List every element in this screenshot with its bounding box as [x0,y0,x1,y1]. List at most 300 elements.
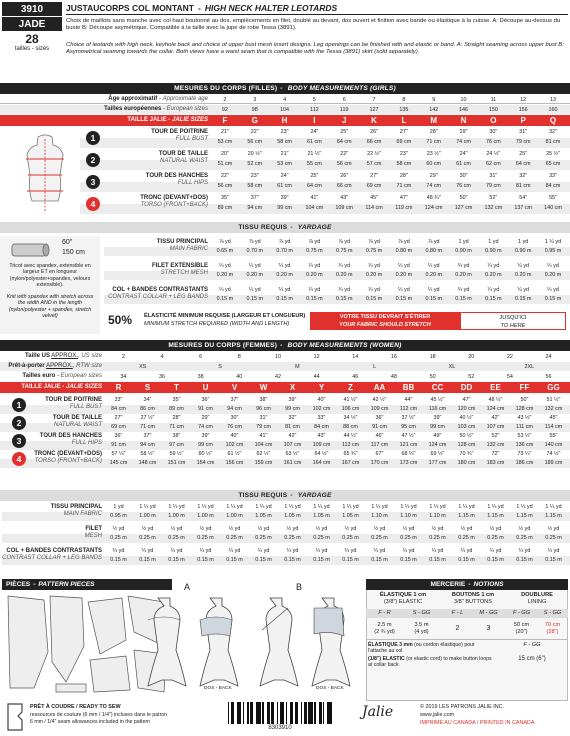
cell: 0.25 m [371,535,388,541]
cell: ¼ yd [457,263,470,269]
view-a-label: A [184,582,191,592]
cell: 0.15 m [284,557,301,563]
cell: 20 ½" [247,151,262,157]
cell: 0.15 m [485,296,502,302]
cell: 104 cm [305,205,324,211]
cell: 50 ½" [459,433,474,439]
cell: 40" [317,397,326,403]
cell: H [281,116,288,125]
cell: 106 cm [341,406,360,412]
cell: T [174,383,179,392]
cell: 55 cm [307,161,322,167]
cell: 58 cm [247,183,263,189]
cell: 0.90 m [485,248,502,254]
cell: 1.00 m [226,513,243,519]
measure-number-2: 2 [86,153,100,167]
cell: 70 ¾" [459,451,474,457]
notion-h5: F - GG [513,610,530,616]
cell: 29" [429,173,438,179]
cell: 0.15 m [139,557,156,563]
cell: 0.70 m [246,248,263,254]
cell: 1.10 m [371,513,388,519]
cell: 156 cm [225,460,244,466]
stretch-gauge-bar: VOTRE TISSU DEVRAIT S'ÉTIRER YOUR FABRIC SHOULD STRETCH [310,312,460,330]
cell: ¼ yd [427,287,440,293]
cell: 47" [462,397,471,403]
cell: 0.15 m [255,557,272,563]
cell: ½ yd [547,526,560,532]
cell: L [373,364,377,370]
cell: 103 cm [457,424,476,430]
cell: 0.20 m [365,272,383,278]
cell: 124 cm [428,442,447,448]
women-eu-label: Tailles euro - European sizes [22,373,102,379]
cell: 8 [237,354,241,360]
cell: 79 cm [486,183,501,189]
cell: 58 cm [396,161,412,167]
cell: Q [549,116,557,125]
cell: 35" [220,195,229,201]
cell: 84 cm [314,424,329,430]
cell: 45 ½" [430,397,445,403]
cell: 71 cm [396,183,412,189]
cell: 37" [230,397,239,403]
cell: 84 cm [545,183,561,189]
cell: 74 cm [456,139,471,145]
yardage-m-row [104,535,568,541]
cell: 1.10 m [429,513,446,519]
cell: 1.15 m [545,513,562,519]
cell: G [251,116,258,125]
women-measure-label: TRONC (DEVANT+DOS) TORSO (FRONT+BACK) [34,451,102,464]
notion-elastic-small: 2.5 m (2 ¾ yd) [374,622,395,635]
cell: 124 cm [486,406,505,412]
cell: 29" [459,129,468,135]
cell: 42 ½" [372,397,387,403]
women-inches-row [104,433,568,439]
cell: 66 cm [366,139,382,145]
cell: W [259,383,268,392]
cell: ½ yd [257,526,270,532]
cell: ½ yd [344,526,357,532]
cell: 107 cm [283,442,302,448]
cell: 1 yd [518,239,529,245]
cell: 56 [545,374,552,380]
women-size-row [104,383,568,392]
cell: 132 cm [544,406,563,412]
yardage-m-row [104,513,568,519]
cell: 27" [370,173,379,179]
cell: 58 cm [277,139,292,145]
page-title: JUSTAUCORPS COL MONTANT [66,3,194,13]
yardage1-table [0,236,570,336]
cell: 0.25 m [458,535,475,541]
cell: 27" [399,129,408,135]
cell: 1.00 m [197,513,214,519]
cell: 74 ½" [546,451,561,457]
cell: 112 cm [399,406,418,412]
cell: ¼ yd [286,548,299,554]
cell: 99 cm [198,442,213,448]
cell: 119 cm [395,205,413,211]
cell: ½ yd [460,526,473,532]
cell: 1 ¼ yd [168,504,185,510]
cell: 76 cm [456,183,471,189]
measure-cm-row [210,205,568,211]
cell: 34 [120,374,127,380]
cell: 1.05 m [313,513,330,519]
cell: 0.15 m [371,557,388,563]
cell: R [115,383,122,392]
women-measure-number-2: 2 [12,416,26,430]
cell: ¼ yd [517,263,530,269]
measure-inches-row [210,151,568,157]
measure-label: TRONC (DEVANT+DOS) TORSO (FRONT+BACK) [140,195,208,208]
cell: ¼ yd [487,263,500,269]
cell: ½ yd [199,526,212,532]
cell: 23" [399,151,408,157]
cell: Y [318,383,325,392]
cell: 102 cm [312,406,331,412]
notion-elastic3-en: (1/8") ELASTIC (or elastic cord) to make button loops at collar back [368,656,492,669]
cell: 22 [506,354,513,360]
cell: ¼ yd [547,263,559,269]
cell: 60 cm [426,161,442,167]
cell: 41" [310,195,319,201]
cell: 81 cm [285,424,300,430]
cell: 4 [283,97,287,103]
cell: 6 [342,97,346,103]
cell: 30" [459,173,468,179]
cell: 22" [220,173,229,179]
cell: 145 cm [109,460,128,466]
cell: 120 cm [457,406,476,412]
cell: ¼ yd [431,548,444,554]
cell: 1.05 m [255,513,272,519]
girls-size-row [210,116,568,125]
cell: 137 cm [514,205,533,211]
cell: 43" [317,433,326,439]
cell: 12 [520,97,527,103]
measure-cm-row [210,183,568,189]
cell: 40" [230,433,239,439]
cell: 62 cm [486,161,501,167]
cell: 89 cm [217,205,233,211]
women-measure-label: TOUR DE TAILLE NATURAL WAIST [52,415,102,428]
yardage1-title: TISSU REQUIS - YARDAGE [0,222,570,233]
description-fr: Choix de maillots sans manche avec col haut boutonné au dos, empiècements en filet, doublé au devant, dos ouvert et finition avec bande ou élastique à la cuisse. A: Découpe au-dessus du buste B: Découpe asymétrique. Compatible à la taille avec la jupe de robe Tessa (3891). [66,18,561,32]
cell: 0.15 m [197,557,214,563]
cell: 0.15 m [342,557,359,563]
cell: 13 [550,97,557,103]
notion-buttons-header: BOUTONS 1 cm 3/8" BUTTONS [451,592,495,605]
cell: ½ yd [112,526,125,532]
cell: 52" [491,433,500,439]
cell: 23" [250,173,259,179]
women-us-row [104,354,568,360]
cell: 46" [375,433,384,439]
cell: 38" [259,397,268,403]
cell: 40 ½" [459,415,474,421]
cell: 170 cm [370,460,389,466]
cell: 1 ¼ yd [342,504,359,510]
cell: ¼ yd [427,263,440,269]
cell: 95 cm [401,424,416,430]
cell: ⅞ yd [308,239,321,245]
cell: 0.15 m [395,296,413,302]
cell: 0.75 m [335,248,353,254]
view-a-drawing [140,594,250,696]
cell: 109 cm [312,442,331,448]
body-figure [20,133,70,219]
cell: 67" [375,451,384,457]
women-measure-number-1: 1 [12,398,26,412]
cell: 2 [223,97,227,103]
cell: 36" [201,397,210,403]
cell: 79 cm [515,139,531,145]
notion-buttons-small: 2 [455,625,460,632]
cell: 24" [280,173,289,179]
cell: 127 cm [454,205,473,211]
cell: 0.90 m [455,248,472,254]
cell: 1 ¼ yd [197,504,214,510]
cell: ¼ yd [248,287,261,293]
cell: 1.15 m [487,513,504,519]
cell: 104 [280,107,290,113]
yardage-m-row [210,248,568,254]
cell: 2 [121,354,125,360]
cell: 0.95 m [544,248,562,254]
cell: 39" [288,397,297,403]
cell: 43 ½" [517,415,532,421]
cell: 23 ½" [426,151,441,157]
cell: 64 cm [336,139,352,145]
barcode [228,702,332,724]
cell: 0.15 m [487,557,504,563]
cell: FF [519,383,530,392]
notion-h4: M - GG [479,610,498,616]
cell: ¼ yd [398,287,410,293]
cell: 22" [340,151,349,157]
cell: 128 cm [515,406,534,412]
yardage-yd-row [104,526,568,532]
cell: 116 cm [428,406,447,412]
cell: 0.95 m [110,513,127,519]
cell: 43" [340,195,349,201]
cell: 61 cm [307,139,322,145]
cell: 72" [491,451,500,457]
cell: 89 cm [169,406,184,412]
cell: ½ yd [489,526,502,532]
cell: 0.20 m [246,272,263,278]
cell: 1 ¼ yd [226,504,243,510]
stretch-note-fr: ÉLASTICITÉ MINIMUM REQUISE (LARGEUR ET LONGUEUR) [144,313,306,319]
cell: 132 cm [484,205,503,211]
cell: 54" [519,195,528,201]
cell: 1 ¼ yd [313,504,330,510]
cell: 6 [199,354,203,360]
barcode-number: 8303910 [268,725,292,731]
cell: CC [431,383,444,392]
cell: 1.15 m [516,513,533,519]
cell: 44 [313,374,320,380]
yardage-label: FILET EXTENSIBLE STRETCH MESH [151,263,208,276]
cell: 68 ¼" [401,451,416,457]
cell: ¼ yd [547,548,560,554]
cell: 0.20 m [395,272,413,278]
cell: 0.20 m [216,272,234,278]
cell: 25 ½" [546,151,560,157]
cell: 1.05 m [342,513,359,519]
cell: 25" [340,129,349,135]
cell: 51 cm [217,161,233,167]
cell: P [520,116,526,125]
cell: 91 cm [372,424,387,430]
cell: M [295,364,300,370]
fabric-roll-icon [10,240,50,262]
cell: 0.25 m [197,535,214,541]
cell: 33" [317,415,326,421]
cell: 25" [519,151,528,157]
cell: 28" [399,173,408,179]
cell: 154 cm [196,460,215,466]
cell: 61 cm [277,183,292,189]
cell: 51 ½" [546,397,561,403]
cell: ½ yd [170,526,183,532]
cell: ¼ yd [487,287,500,293]
measure-number-3: 3 [86,175,100,189]
cell: 33" [114,397,123,403]
cell: 104 cm [254,442,273,448]
cell: 0.80 m [395,248,413,254]
cell: 159 cm [254,460,273,466]
notion-elastic-large: 3.5 m (4 yd) [414,622,429,635]
header-code-box: 3910 [2,2,62,16]
measure-number-1: 1 [86,131,100,145]
cell: 64 ½" [314,451,329,457]
cell: 30" [489,129,498,135]
view-b-dos-back: DOS - BACK [316,686,344,691]
cell: 55" [549,433,558,439]
cell: 11 [490,97,497,103]
cell: 0.70 m [276,248,293,254]
cell: O [490,116,497,125]
yardage-label: COL + BANDES CONTRASTANTS CONTRAST COLLAR + LEG BANDS [108,287,208,300]
page-title-en: HIGH NECK HALTER LEOTARDS [204,3,338,13]
measure-cm-row [210,139,568,145]
cell: BB [402,383,415,392]
cell: 25" [310,173,319,179]
rtw-size-label: Prêt-à-porter APPROX., RTW size [8,363,102,369]
cell: 14 [352,354,359,360]
yardage-label: FILET MESH [84,526,102,539]
cell: 24 ½" [486,151,501,157]
cell: 48 ½" [488,397,503,403]
cell: 132 cm [486,442,505,448]
fabric-width-in: 60" [62,239,73,246]
cell: ⅞ yd [248,239,261,245]
cell: 156 [518,107,528,113]
cell: 23" [280,129,289,135]
cell: 22" [250,129,259,135]
cell: 1 yd [113,504,124,510]
yardage-yd-row [210,287,568,293]
cell: 0.15 m [110,557,127,563]
cell: 76 cm [227,424,242,430]
stretch-percent: 50% [108,313,133,327]
cell: ¼ yd [308,287,321,293]
cell: 140 cm [544,205,562,211]
cell: 53 cm [217,139,233,145]
cell: 64 cm [307,183,322,189]
cell: 30" [230,415,239,421]
fabric-width-cm: 150 cm [62,249,85,256]
cell: ¼ yd [460,548,473,554]
cell: 146 [459,107,469,113]
cell: ¼ yd [547,287,559,293]
cell: 128 cm [457,442,476,448]
cell: ½ yd [228,526,241,532]
cell: 112 [310,107,319,113]
women-cm-row [104,424,568,430]
women-inches-row [104,415,568,421]
cell: 0.15 m [365,296,383,302]
cell: 69 ½" [430,451,445,457]
cell: 50 [429,374,436,380]
cell: 135 [399,107,409,113]
cell: 96 cm [256,406,271,412]
cell: ½ yd [518,526,531,532]
notion-h3: F - L [451,610,464,616]
cell: 29" [201,415,210,421]
cell: 54 [506,374,513,380]
us-size-label: Taille US APPROX., US size [25,353,102,359]
cell: 0.65 m [216,248,234,254]
cell: 150 [488,107,498,113]
cell: ¼ yd [398,263,410,269]
women-table [0,352,570,466]
cell: 0.15 m [335,296,353,302]
cell: 91 cm [111,442,126,448]
cell: 0.15 m [246,296,263,302]
cell: 99 cm [277,205,292,211]
cell: 31" [489,173,498,179]
cell: 173 cm [399,460,418,466]
cell: 1 ¼ yd [544,239,562,245]
cell: ¼ yd [315,548,328,554]
notion-h6: S - GG [543,610,562,616]
cell: 189 cm [544,460,563,466]
cell: 21" [220,129,229,135]
cell: 136 cm [515,442,534,448]
women-cm-row [104,406,568,412]
measure-inches-row [210,195,568,201]
girls-eu-row [210,107,568,113]
cell: 1 ¼ yd [255,504,272,510]
cell: 1 yd [488,239,499,245]
cell: 186 cm [515,460,534,466]
header-title-bar: JUSTAUCORPS COL MONTANT - HIGH NECK HALTER LEOTARDS [66,2,568,15]
cell: U [202,383,209,392]
cell: GG [547,383,560,392]
cell: 24" [310,129,319,135]
women-section-title: MESURES DU CORPS (FEMMES) - BODY MEASUREMENTS (WOMEN) [0,340,570,351]
cell: 1 ¼ yd [400,504,417,510]
cell: 86 cm [140,406,155,412]
view-a-dos-back: DOS - BACK [204,686,232,691]
copyright: © 2019 LES PATRONS JALIE INC. [420,704,505,710]
cell: 53 ½" [517,433,532,439]
